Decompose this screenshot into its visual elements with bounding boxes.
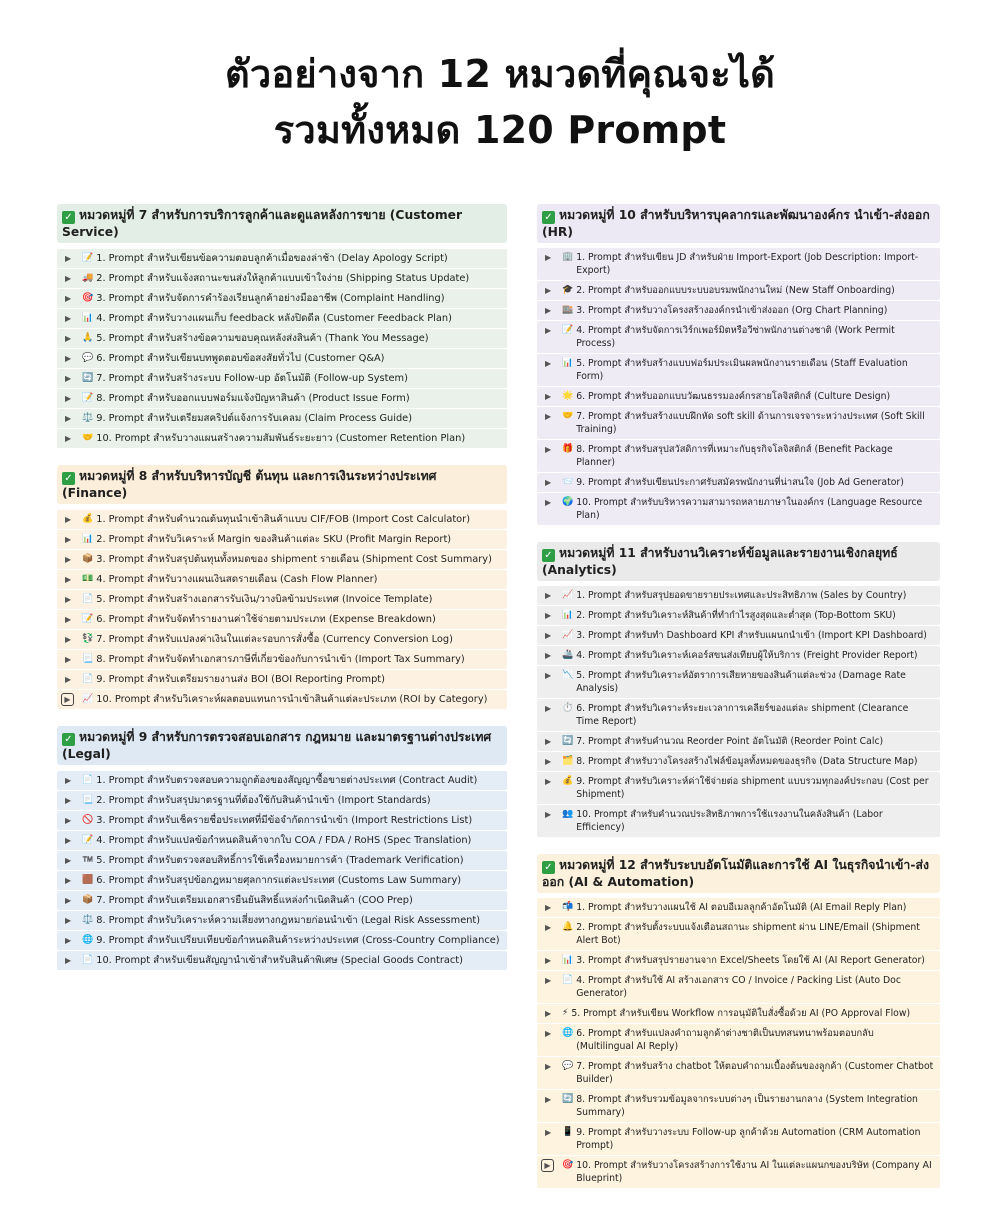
item-emoji-icon: 📊 <box>562 358 574 368</box>
category-title-text: หมวดหมู่ที่ 9 สำหรับการตรวจสอบเอกสาร กฎหมาย และมาตรฐานต่างประเทศ (Legal) <box>62 730 492 761</box>
prompt-list <box>537 248 940 525</box>
toggle-arrow-icon[interactable]: ▶ <box>65 434 72 443</box>
category-title <box>537 854 940 893</box>
item-emoji-icon: 💱 <box>82 634 94 644</box>
item-emoji-icon: 📈 <box>562 590 574 600</box>
prompt-list-item[interactable] <box>537 1024 940 1056</box>
item-emoji-icon: 📝 <box>562 325 574 335</box>
prompt-item-text: 5. Prompt สำหรับเขียน Workflow การอนุมัติใบสั่งซื้อด้วย AI (PO Approval Flow) <box>571 1008 911 1019</box>
prompt-list-item[interactable] <box>57 530 507 549</box>
prompt-list-item[interactable] <box>57 269 507 288</box>
toggle-arrow-icon[interactable]: ▶ <box>545 923 552 932</box>
toggle-arrow-icon[interactable]: ▶ <box>545 704 552 713</box>
category-block <box>57 204 507 448</box>
prompt-item-text: 2. Prompt สำหรับแจ้งสถานะขนส่งให้ลูกค้าแบบเข้าใจง่าย (Shipping Status Update) <box>96 273 470 284</box>
item-emoji-icon: 🔄 <box>82 373 94 383</box>
prompt-item-text: 10. Prompt สำหรับเขียนสัญญานำเข้าสำหรับสินค้าพิเศษ (Special Goods Contract) <box>96 955 463 966</box>
toggle-arrow-icon[interactable]: ▶ <box>545 1029 552 1038</box>
headline-line-2: รวมทั้งหมด 120 Prompt <box>273 108 727 152</box>
item-emoji-icon: 🚢 <box>562 650 574 660</box>
headline <box>0 46 1000 158</box>
prompt-item-text: 7. Prompt สำหรับสร้าง chatbot ให้ตอบคำถามเบื้องต้นของลูกค้า (Customer Chatbot Builder) <box>576 1061 934 1085</box>
toggle-arrow-icon[interactable]: ▶ <box>65 515 72 524</box>
toggle-arrow-icon[interactable]: ▶ <box>545 1128 552 1137</box>
item-emoji-icon: 💵 <box>82 574 94 584</box>
prompt-list-item[interactable] <box>57 429 507 448</box>
toggle-arrow-icon[interactable]: ▶ <box>65 555 72 564</box>
prompt-item-text: 6. Prompt สำหรับจัดทำรายงานค่าใช้จ่ายตามประเภท (Expense Breakdown) <box>96 614 436 625</box>
category-block <box>57 726 507 970</box>
item-emoji-icon: 📄 <box>82 674 94 684</box>
toggle-arrow-icon[interactable]: ▶ <box>61 693 74 706</box>
item-emoji-icon: 🚫 <box>82 815 94 825</box>
prompt-list-item[interactable] <box>57 510 507 529</box>
prompt-list-item[interactable] <box>537 699 940 731</box>
prompt-item-text: 10. Prompt สำหรับวางแผนสร้างความสัมพันธ์ระยะยาว (Customer Retention Plan) <box>96 433 466 444</box>
item-emoji-icon: 📄 <box>562 975 574 985</box>
toggle-arrow-icon[interactable]: ▶ <box>65 796 72 805</box>
prompt-item-text: 2. Prompt สำหรับวิเคราะห์ Margin ของสินค้าแต่ละ SKU (Profit Margin Report) <box>96 534 452 545</box>
toggle-arrow-icon[interactable]: ▶ <box>65 575 72 584</box>
prompt-list-item[interactable] <box>537 281 940 300</box>
right-column <box>537 204 940 1205</box>
item-emoji-icon: 🔄 <box>562 1094 574 1104</box>
checkmark-icon: ✓ <box>62 211 75 224</box>
prompt-item-text: 3. Prompt สำหรับวางโครงสร้างองค์กรนำเข้าส่งออก (Org Chart Planning) <box>576 305 888 316</box>
category-title-text: หมวดหมู่ที่ 11 สำหรับงานวิเคราะห์ข้อมูลและรายงานเชิงกลยุทธ์ (Analytics) <box>542 546 898 577</box>
prompt-list-item[interactable] <box>537 646 940 665</box>
prompt-list-item[interactable] <box>537 493 940 525</box>
item-emoji-icon: 🎯 <box>82 293 94 303</box>
prompt-list <box>57 771 507 970</box>
category-title <box>537 204 940 243</box>
prompt-item-text: 9. Prompt สำหรับเปรียบเทียบข้อกำหนดสินค้าระหว่างประเทศ (Cross-Country Compliance) <box>96 935 500 946</box>
item-emoji-icon: 📄 <box>82 955 94 965</box>
prompt-list-item[interactable] <box>537 1156 940 1188</box>
toggle-arrow-icon[interactable]: ▶ <box>65 635 72 644</box>
prompt-item-text: 9. Prompt สำหรับเตรียมสคริปต์แจ้งการรับเคลม (Claim Process Guide) <box>96 413 413 424</box>
prompt-item-text: 10. Prompt สำหรับคำนวณประสิทธิภาพการใช้แรงงานในคลังสินค้า (Labor Efficiency) <box>576 809 883 833</box>
prompt-list <box>537 898 940 1188</box>
prompt-list-item[interactable] <box>537 732 940 751</box>
prompt-item-text: 6. Prompt สำหรับวิเคราะห์ระยะเวลาการเคลียร์ของแต่ละ shipment (Clearance Time Report) <box>576 703 909 727</box>
item-emoji-icon: 💰 <box>82 514 94 524</box>
item-emoji-icon: 🚚 <box>82 273 94 283</box>
item-emoji-icon: 📄 <box>82 775 94 785</box>
prompt-item-text: 6. Prompt สำหรับแปลงคำถามลูกค้าต่างชาติเป็นบทสนทนาพร้อมตอบกลับ (Multilingual AI Reply) <box>576 1028 874 1052</box>
prompt-list-item[interactable] <box>57 590 507 609</box>
toggle-arrow-icon[interactable]: ▶ <box>65 334 72 343</box>
prompt-item-text: 7. Prompt สำหรับเตรียมเอกสารยืนยันสิทธิ์แหล่งกำเนิดสินค้า (COO Prep) <box>96 895 413 906</box>
prompt-item-text: 4. Prompt สำหรับวางแผนเงินสดรายเดือน (Cash Flow Planner) <box>96 574 378 585</box>
toggle-arrow-icon[interactable]: ▶ <box>545 253 552 262</box>
toggle-arrow-icon[interactable]: ▶ <box>545 1095 552 1104</box>
prompt-item-text: 6. Prompt สำหรับออกแบบวัฒนธรรมองค์กรสายโลจิสติกส์ (Culture Design) <box>576 391 891 402</box>
prompt-item-text: 7. Prompt สำหรับแปลงค่าเงินในแต่ละรอบการสั่งซื้อ (Currency Conversion Log) <box>96 634 453 645</box>
item-emoji-icon: 📊 <box>562 610 574 620</box>
item-emoji-icon: 📨 <box>562 477 574 487</box>
prompt-item-text: 3. Prompt สำหรับจัดการคำร้องเรียนลูกค้าอย่างมืออาชีพ (Complaint Handling) <box>96 293 445 304</box>
toggle-arrow-icon[interactable]: ▶ <box>65 535 72 544</box>
toggle-arrow-icon[interactable]: ▶ <box>541 1159 554 1172</box>
prompt-item-text: 1. Prompt สำหรับคำนวณต้นทุนนำเข้าสินค้าแบบ CIF/FOB (Import Cost Calculator) <box>96 514 471 525</box>
item-emoji-icon: 🙏 <box>82 333 94 343</box>
toggle-arrow-icon[interactable]: ▶ <box>545 478 552 487</box>
prompt-list <box>57 510 507 709</box>
prompt-item-text: 9. Prompt สำหรับเตรียมรายงานส่ง BOI (BOI Reporting Prompt) <box>96 674 385 685</box>
prompt-item-text: 2. Prompt สำหรับวิเคราะห์สินค้าที่ทำกำไรสูงสุดและต่ำสุด (Top-Bottom SKU) <box>576 610 896 621</box>
item-emoji-icon: 🤝 <box>82 433 94 443</box>
prompt-item-text: 3. Prompt สำหรับเช็ครายชื่อประเทศที่มีข้อจำกัดการนำเข้า (Import Restrictions List) <box>96 815 473 826</box>
item-emoji-icon: 📉 <box>562 670 574 680</box>
toggle-arrow-icon[interactable]: ▶ <box>65 394 72 403</box>
toggle-arrow-icon[interactable]: ▶ <box>65 414 72 423</box>
prompt-list-item[interactable] <box>537 666 940 698</box>
prompt-item-text: 5. Prompt สำหรับตรวจสอบสิทธิ์การใช้เครื่องหมายการค้า (Trademark Verification) <box>96 855 464 866</box>
item-emoji-icon: 🌐 <box>562 1028 574 1038</box>
item-emoji-icon: 📦 <box>82 895 94 905</box>
prompt-list-item[interactable] <box>57 570 507 589</box>
prompt-list-item[interactable] <box>57 349 507 368</box>
toggle-arrow-icon[interactable]: ▶ <box>65 374 72 383</box>
prompt-item-text: 8. Prompt สำหรับวางโครงสร้างไฟล์ข้อมูลทั้งหมดของธุรกิจ (Data Structure Map) <box>576 756 918 767</box>
prompt-item-text: 7. Prompt สำหรับสร้างแบบฝึกหัด soft skill ด้านการเจรจาระหว่างประเทศ (Soft Skill Training) <box>576 411 925 435</box>
category-title-text: หมวดหมู่ที่ 8 สำหรับบริหารบัญชี ต้นทุน และการเงินระหว่างประเทศ (Finance) <box>62 469 437 500</box>
prompt-list-item[interactable] <box>537 354 940 386</box>
prompt-list-item[interactable] <box>57 650 507 669</box>
prompt-item-text: 8. Prompt สำหรับสรุปสวัสดิการที่เหมาะกับธุรกิจโลจิสติกส์ (Benefit Package Planner) <box>576 444 893 468</box>
prompt-item-text: 7. Prompt สำหรับคำนวณ Reorder Point อัตโนมัติ (Reorder Point Calc) <box>576 736 884 747</box>
prompt-list-item[interactable] <box>57 951 507 970</box>
item-emoji-icon: 🏬 <box>562 305 574 315</box>
toggle-arrow-icon[interactable]: ▶ <box>65 956 72 965</box>
prompt-list-item[interactable] <box>537 772 940 804</box>
prompt-item-text: 5. Prompt สำหรับวิเคราะห์อัตราการเสียหายของสินค้าแต่ละช่วง (Damage Rate Analysis) <box>576 670 906 694</box>
item-emoji-icon: 🎁 <box>562 444 574 454</box>
prompt-list-item[interactable] <box>537 606 940 625</box>
prompt-item-text: 10. Prompt สำหรับวางโครงสร้างการใช้งาน AI ในแต่ละแผนกของบริษัท (Company AI Blueprint) <box>576 1160 932 1184</box>
item-emoji-icon: ⚡ <box>562 1008 569 1018</box>
prompt-list-item[interactable] <box>537 301 940 320</box>
checkmark-icon: ✓ <box>62 472 75 485</box>
prompt-item-text: 10. Prompt สำหรับวิเคราะห์ผลตอบแทนการนำเข้าสินค้าแต่ละประเภท (ROI by Category) <box>96 694 488 705</box>
prompt-item-text: 3. Prompt สำหรับทำ Dashboard KPI สำหรับแผนกนำเข้า (Import KPI Dashboard) <box>576 630 927 641</box>
toggle-arrow-icon[interactable]: ▶ <box>545 737 552 746</box>
item-emoji-icon: 📦 <box>82 554 94 564</box>
toggle-arrow-icon[interactable]: ▶ <box>545 777 552 786</box>
item-emoji-icon: 📊 <box>82 534 94 544</box>
toggle-arrow-icon[interactable]: ▶ <box>65 615 72 624</box>
category-block <box>57 465 507 709</box>
prompt-list-item[interactable] <box>57 630 507 649</box>
prompt-item-text: 4. Prompt สำหรับใช้ AI สร้างเอกสาร CO / Invoice / Packing List (Auto Doc Generator) <box>576 975 901 999</box>
category-title <box>57 465 507 504</box>
toggle-arrow-icon[interactable]: ▶ <box>65 776 72 785</box>
toggle-arrow-icon[interactable]: ▶ <box>545 651 552 660</box>
item-emoji-icon: 🏢 <box>562 252 574 262</box>
prompt-item-text: 8. Prompt สำหรับรวมข้อมูลจากระบบต่างๆ เป็นรายงานกลาง (System Integration Summary) <box>576 1094 918 1118</box>
prompt-item-text: 8. Prompt สำหรับจัดทำเอกสารภาษีที่เกี่ยวข้องกับการนำเข้า (Import Tax Summary) <box>96 654 465 665</box>
toggle-arrow-icon[interactable]: ▶ <box>545 611 552 620</box>
item-emoji-icon: ⏱️ <box>562 703 574 713</box>
prompt-list-item[interactable] <box>537 1123 940 1155</box>
toggle-arrow-icon[interactable]: ▶ <box>545 903 552 912</box>
prompt-list-item[interactable] <box>537 1057 940 1089</box>
item-emoji-icon: 📃 <box>82 795 94 805</box>
prompt-list-item[interactable] <box>57 851 507 870</box>
category-block <box>537 854 940 1188</box>
toggle-arrow-icon[interactable]: ▶ <box>545 631 552 640</box>
item-emoji-icon: 🌍 <box>562 497 574 507</box>
toggle-arrow-icon[interactable]: ▶ <box>545 976 552 985</box>
toggle-arrow-icon[interactable]: ▶ <box>65 254 72 263</box>
prompt-list-item[interactable] <box>537 440 940 472</box>
item-emoji-icon: 🔄 <box>562 736 574 746</box>
toggle-arrow-icon[interactable]: ▶ <box>65 856 72 865</box>
prompt-item-text: 4. Prompt สำหรับแปลข้อกำหนดสินค้าจากใบ COA / FDA / RoHS (Spec Translation) <box>96 835 472 846</box>
prompt-item-text: 2. Prompt สำหรับสรุปมาตรฐานที่ต้องใช้กับสินค้านำเข้า (Import Standards) <box>96 795 431 806</box>
toggle-arrow-icon[interactable]: ▶ <box>65 816 72 825</box>
toggle-arrow-icon[interactable]: ▶ <box>65 896 72 905</box>
prompt-item-text: 6. Prompt สำหรับเขียนบทพูดตอบข้อสงสัยทั่วไป (Customer Q&A) <box>96 353 385 364</box>
checkmark-icon: ✓ <box>62 733 75 746</box>
prompt-list-item[interactable] <box>57 690 507 709</box>
toggle-arrow-icon[interactable]: ▶ <box>65 675 72 684</box>
prompt-list <box>537 586 940 837</box>
prompt-list-item[interactable] <box>537 898 940 917</box>
prompt-list-item[interactable] <box>57 249 507 268</box>
toggle-arrow-icon[interactable]: ▶ <box>65 655 72 664</box>
prompt-list-item[interactable] <box>57 389 507 408</box>
prompt-item-text: 5. Prompt สำหรับสร้างแบบฟอร์มประเมินผลพนักงานรายเดือน (Staff Evaluation Form) <box>576 358 908 382</box>
prompt-list-item[interactable] <box>57 931 507 950</box>
checkmark-icon: ✓ <box>542 861 555 874</box>
prompt-list-item[interactable] <box>537 752 940 771</box>
category-title <box>537 542 940 581</box>
item-emoji-icon: 📈 <box>82 694 94 704</box>
prompt-item-text: 1. Prompt สำหรับเขียนข้อความตอบลูกค้าเมื่อของล่าช้า (Delay Apology Script) <box>96 253 448 264</box>
checkmark-icon: ✓ <box>542 549 555 562</box>
item-emoji-icon: 🗂️ <box>562 756 574 766</box>
toggle-arrow-icon[interactable]: ▶ <box>545 956 552 965</box>
prompt-item-text: 10. Prompt สำหรับบริหารความสามารถหลายภาษาในองค์กร (Language Resource Plan) <box>576 497 923 521</box>
toggle-arrow-icon[interactable]: ▶ <box>545 286 552 295</box>
left-column <box>57 204 507 987</box>
prompt-list-item[interactable] <box>537 321 940 353</box>
category-title <box>57 204 507 243</box>
prompt-list-item[interactable] <box>57 871 507 890</box>
toggle-arrow-icon[interactable]: ▶ <box>545 392 552 401</box>
item-emoji-icon: 🟫 <box>82 875 94 885</box>
prompt-item-text: 5. Prompt สำหรับสร้างข้อความขอบคุณหลังส่งสินค้า (Thank You Message) <box>96 333 429 344</box>
toggle-arrow-icon[interactable]: ▶ <box>65 836 72 845</box>
prompt-item-text: 9. Prompt สำหรับวิเคราะห์ค่าใช้จ่ายต่อ shipment แบบรวมทุกองค์ประกอบ (Cost per Shipment) <box>576 776 929 800</box>
prompt-item-text: 2. Prompt สำหรับตั้งระบบแจ้งเตือนสถานะ shipment ผ่าน LINE/Email (Shipment Alert Bot) <box>576 922 920 946</box>
toggle-arrow-icon[interactable]: ▶ <box>545 810 552 819</box>
toggle-arrow-icon[interactable]: ▶ <box>65 936 72 945</box>
prompt-list-item[interactable] <box>537 387 940 406</box>
toggle-arrow-icon[interactable]: ▶ <box>65 294 72 303</box>
prompt-list <box>57 249 507 448</box>
prompt-list-item[interactable] <box>57 610 507 629</box>
toggle-arrow-icon[interactable]: ▶ <box>65 916 72 925</box>
prompt-item-text: 1. Prompt สำหรับสรุปยอดขายรายประเทศและประสิทธิภาพ (Sales by Country) <box>576 590 907 601</box>
prompt-item-text: 3. Prompt สำหรับสรุปต้นทุนทั้งหมดของ shipment รายเดือน (Shipment Cost Summary) <box>96 554 492 565</box>
category-block <box>537 542 940 837</box>
prompt-list-item[interactable] <box>57 911 507 930</box>
prompt-list-item[interactable] <box>57 409 507 428</box>
toggle-arrow-icon[interactable]: ▶ <box>65 876 72 885</box>
toggle-arrow-icon[interactable]: ▶ <box>65 274 72 283</box>
category-title-text: หมวดหมู่ที่ 12 สำหรับระบบอัตโนมัติและการใช้ AI ในธุรกิจนำเข้า-ส่งออก (AI & Automation) <box>542 858 929 889</box>
item-emoji-icon: 💰 <box>562 776 574 786</box>
toggle-arrow-icon[interactable]: ▶ <box>65 595 72 604</box>
item-emoji-icon: 🤝 <box>562 411 574 421</box>
item-emoji-icon: ⚖️ <box>82 413 94 423</box>
toggle-arrow-icon[interactable]: ▶ <box>545 326 552 335</box>
prompt-item-text: 4. Prompt สำหรับวิเคราะห์เคอร์สขนส่งเทียบผู้ให้บริการ (Freight Provider Report) <box>576 650 918 661</box>
prompt-item-text: 5. Prompt สำหรับสร้างเอกสารรับเงิน/วางบิลข้ามประเทศ (Invoice Template) <box>96 594 433 605</box>
prompt-list-item[interactable] <box>57 771 507 790</box>
category-title-text: หมวดหมู่ที่ 7 สำหรับการบริการลูกค้าและดูแลหลังการขาย (Customer Service) <box>62 208 463 239</box>
prompt-list-item[interactable] <box>537 805 940 837</box>
item-emoji-icon: 📝 <box>82 835 94 845</box>
prompt-list-item[interactable] <box>537 407 940 439</box>
prompt-list-item[interactable] <box>57 831 507 850</box>
checkmark-icon: ✓ <box>542 211 555 224</box>
item-emoji-icon: 📝 <box>82 393 94 403</box>
item-emoji-icon: 📊 <box>82 313 94 323</box>
item-emoji-icon: 💬 <box>562 1061 574 1071</box>
toggle-arrow-icon[interactable]: ▶ <box>545 1062 552 1071</box>
item-emoji-icon: 🎯 <box>562 1160 574 1170</box>
headline-line-1: ตัวอย่างจาก 12 หมวดที่คุณจะได้ <box>224 52 776 96</box>
toggle-arrow-icon[interactable]: ▶ <box>545 306 552 315</box>
category-title <box>57 726 507 765</box>
toggle-arrow-icon[interactable]: ▶ <box>545 757 552 766</box>
prompt-list-item[interactable] <box>57 289 507 308</box>
prompt-item-text: 9. Prompt สำหรับเขียนประกาศรับสมัครพนักงานที่น่าสนใจ (Job Ad Generator) <box>576 477 904 488</box>
item-emoji-icon: 👥 <box>562 809 574 819</box>
prompt-list-item[interactable] <box>57 369 507 388</box>
prompt-list-item[interactable] <box>537 918 940 950</box>
prompt-list-item[interactable] <box>537 971 940 1003</box>
prompt-list-item[interactable] <box>57 309 507 328</box>
toggle-arrow-icon[interactable]: ▶ <box>545 359 552 368</box>
prompt-item-text: 9. Prompt สำหรับวางระบบ Follow-up ลูกค้าด้วย Automation (CRM Automation Prompt) <box>576 1127 921 1151</box>
prompt-item-text: 4. Prompt สำหรับวางแผนเก็บ feedback หลังปิดดีล (Customer Feedback Plan) <box>96 313 452 324</box>
item-emoji-icon: 💬 <box>82 353 94 363</box>
prompt-list-item[interactable] <box>537 1090 940 1122</box>
toggle-arrow-icon[interactable]: ▶ <box>545 1009 552 1018</box>
item-emoji-icon: 📈 <box>562 630 574 640</box>
prompt-list-item[interactable] <box>57 891 507 910</box>
prompt-list-item[interactable] <box>57 791 507 810</box>
prompt-list-item[interactable] <box>537 626 940 645</box>
toggle-arrow-icon[interactable]: ▶ <box>545 412 552 421</box>
toggle-arrow-icon[interactable]: ▶ <box>545 591 552 600</box>
prompt-list-item[interactable] <box>537 473 940 492</box>
item-emoji-icon: 📝 <box>82 614 94 624</box>
item-emoji-icon: 🌐 <box>82 935 94 945</box>
item-emoji-icon: ⚖️ <box>82 915 94 925</box>
item-emoji-icon: 📝 <box>82 253 94 263</box>
item-emoji-icon: 📱 <box>562 1127 574 1137</box>
toggle-arrow-icon[interactable]: ▶ <box>545 498 552 507</box>
prompt-item-text: 6. Prompt สำหรับสรุปข้อกฎหมายศุลกากรแต่ละประเทศ (Customs Law Summary) <box>96 875 462 886</box>
item-emoji-icon: 📄 <box>82 594 94 604</box>
item-emoji-icon: 🌟 <box>562 391 574 401</box>
prompt-item-text: 8. Prompt สำหรับวิเคราะห์ความเสี่ยงทางกฎหมายก่อนนำเข้า (Legal Risk Assessment) <box>96 915 481 926</box>
prompt-item-text: 1. Prompt สำหรับตรวจสอบความถูกต้องของสัญญาซื้อขายต่างประเทศ (Contract Audit) <box>96 775 478 786</box>
item-emoji-icon: 🔔 <box>562 922 574 932</box>
prompt-list-item[interactable] <box>57 329 507 348</box>
item-emoji-icon: 📃 <box>82 654 94 664</box>
toggle-arrow-icon[interactable]: ▶ <box>65 354 72 363</box>
prompt-item-text: 1. Prompt สำหรับวางแผนใช้ AI ตอบอีเมลลูกค้าอัตโนมัติ (AI Email Reply Plan) <box>576 902 907 913</box>
toggle-arrow-icon[interactable]: ▶ <box>545 671 552 680</box>
item-emoji-icon: 📬 <box>562 902 574 912</box>
prompt-list-item[interactable] <box>537 1004 940 1023</box>
item-emoji-icon: 📊 <box>562 955 574 965</box>
prompt-item-text: 4. Prompt สำหรับจัดการเวิร์กเพอร์มิตหรือวีซ่าพนักงานต่างชาติ (Work Permit Process) <box>576 325 895 349</box>
prompt-item-text: 1. Prompt สำหรับเขียน JD สำหรับฝ่าย Import-Export (Job Description: Import-Export) <box>576 252 919 276</box>
prompt-list-item[interactable] <box>537 248 940 280</box>
category-block <box>537 204 940 525</box>
prompt-item-text: 3. Prompt สำหรับสรุปรายงานจาก Excel/Sheets โดยใช้ AI (AI Report Generator) <box>576 955 925 966</box>
toggle-arrow-icon[interactable]: ▶ <box>65 314 72 323</box>
prompt-item-text: 8. Prompt สำหรับออกแบบฟอร์มแจ้งปัญหาสินค้า (Product Issue Form) <box>96 393 410 404</box>
prompt-list-item[interactable] <box>57 550 507 569</box>
prompt-item-text: 7. Prompt สำหรับสร้างระบบ Follow-up อัตโนมัติ (Follow-up System) <box>96 373 408 384</box>
item-emoji-icon: ™️ <box>82 855 94 865</box>
prompt-list-item[interactable] <box>537 951 940 970</box>
category-title-text: หมวดหมู่ที่ 10 สำหรับบริหารบุคลากรและพัฒนาองค์กร นำเข้า-ส่งออก (HR) <box>542 208 930 239</box>
item-emoji-icon: 🎓 <box>562 285 574 295</box>
prompt-item-text: 2. Prompt สำหรับออกแบบระบบอบรมพนักงานใหม่ (New Staff Onboarding) <box>576 285 895 296</box>
prompt-list-item[interactable] <box>537 586 940 605</box>
prompt-list-item[interactable] <box>57 670 507 689</box>
prompt-list-item[interactable] <box>57 811 507 830</box>
toggle-arrow-icon[interactable]: ▶ <box>545 445 552 454</box>
